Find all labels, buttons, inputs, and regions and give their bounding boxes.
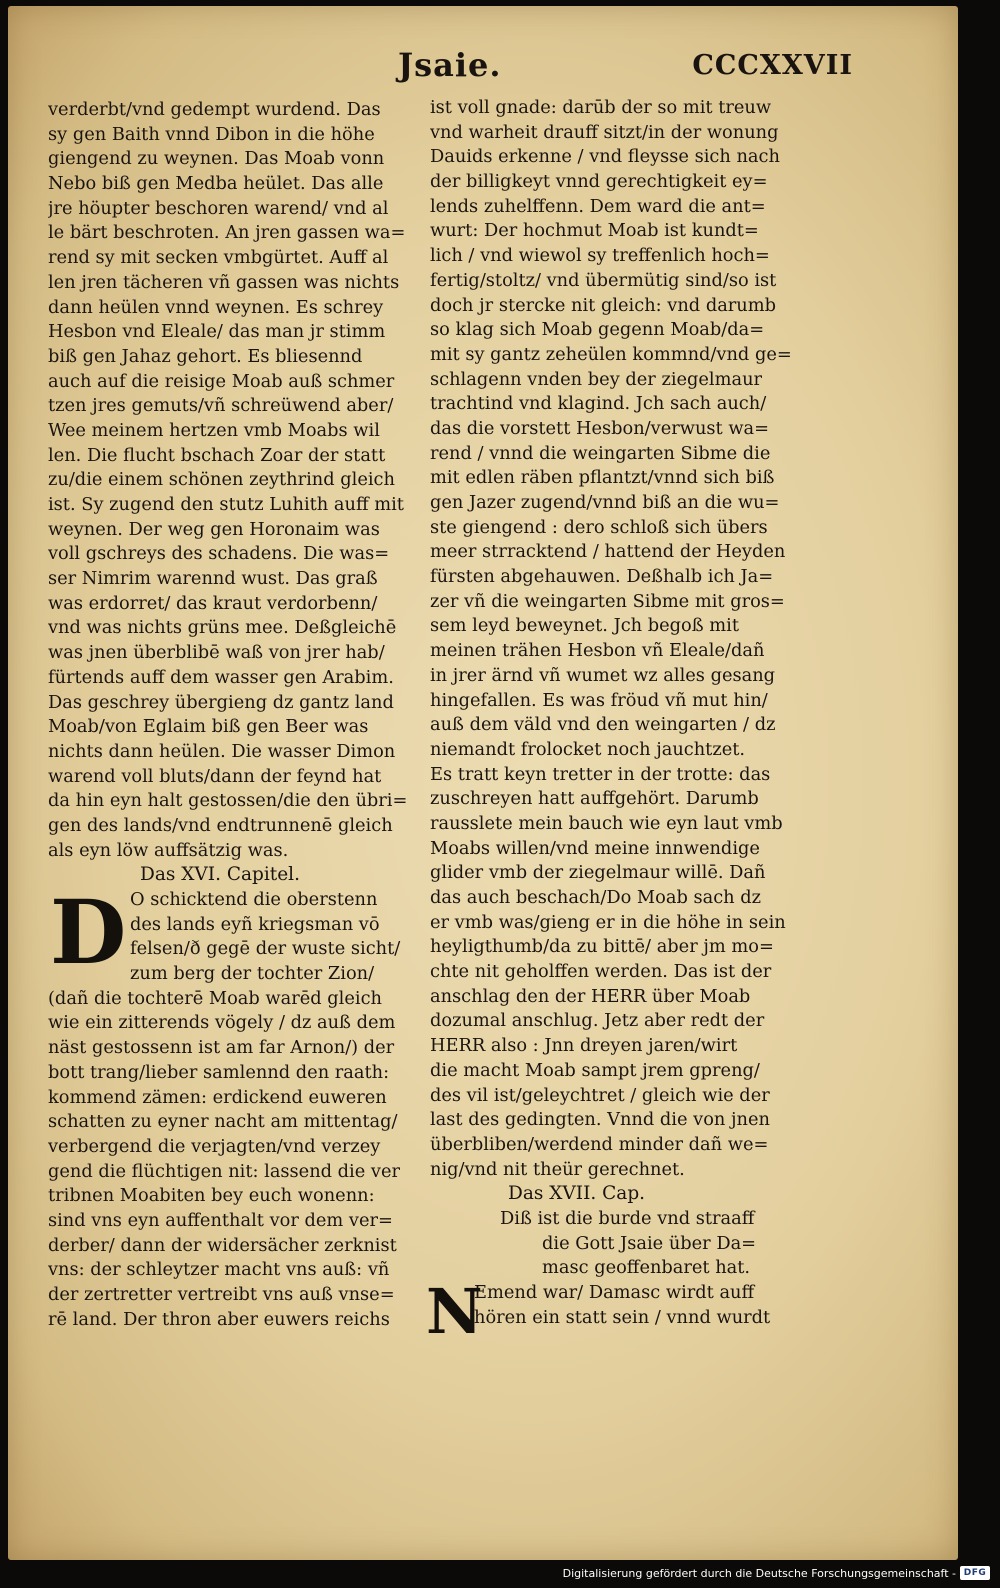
text-line: mit sy gantz zeheülen kommnd/vnd ge= xyxy=(430,343,792,365)
text-line: voll gschreys des schadens. Die was= xyxy=(48,543,390,565)
text-line: verbergend die verjagten/vnd verzey xyxy=(48,1135,381,1157)
text-line: sem leyd beweynet. Jch begoß mit xyxy=(430,615,739,637)
running-head: Jsaie. xyxy=(398,46,502,84)
credit-text: Digitalisierung gefördert durch die Deutsche Forschungsgemeinschaft - xyxy=(562,1566,956,1580)
page-header xyxy=(8,46,958,96)
text-line: masc geoffenbaret hat. xyxy=(542,1257,751,1279)
book-page xyxy=(8,6,958,1560)
text-line: näst gestossenn ist am far Arnon/) der xyxy=(48,1037,395,1059)
text-line: rend / vnnd die weingarten Sibme die xyxy=(430,442,771,464)
text-line: die macht Moab sampt jrem gpreng/ xyxy=(430,1059,760,1081)
text-line: dann heülen vnnd weynen. Es schrey xyxy=(48,296,384,318)
text-line: lich / vnd wiewol sy treffenlich hoch= xyxy=(430,245,770,267)
text-line: heyligthumb/da zu bittē/ aber jm mo= xyxy=(430,936,774,958)
text-line: dozumal anschlug. Jetz aber redt der xyxy=(430,1010,765,1032)
text-line: in jrer ärnd vñ wumet wz alles gesang xyxy=(430,664,776,686)
text-line: ste giengend : dero schloß sich übers xyxy=(430,516,768,538)
text-line: biß gen Jahaz gehort. Es bliesennd xyxy=(48,345,363,367)
left-column xyxy=(48,98,448,1332)
text-line: le bärt beschroten. An jren gassen wa= xyxy=(48,222,406,244)
text-line: meer strracktend / hattend der Heyden xyxy=(430,541,786,563)
text-line: das auch beschach/Do Moab sach dz xyxy=(430,887,762,908)
text-line: O schicktend die oberstenn xyxy=(130,889,378,910)
text-line: hören ein statt sein / vnnd wurdt xyxy=(474,1306,771,1328)
text-line: Moabs willen/vnd meine innwendige xyxy=(430,837,760,859)
text-line: Nebo biß gen Medba heület. Das alle xyxy=(48,173,384,195)
text-line: auch auf die reisige Moab auß schmer xyxy=(48,370,395,392)
text-line: len jren tächeren vñ gassen was nichts xyxy=(48,271,400,293)
drop-capital: N xyxy=(426,1275,483,1348)
dfg-logo: DFG xyxy=(960,1566,990,1580)
text-line: überbliben/werdend minder dañ we= xyxy=(430,1133,769,1155)
text-line: zuschreyen hatt auffgehört. Darumb xyxy=(430,788,759,810)
text-line: derber/ dann der widersächer zerknist xyxy=(48,1234,397,1256)
text-line: len. Die flucht bschach Zoar der statt xyxy=(48,444,386,466)
text-line: jre höupter beschoren warend/ vnd al xyxy=(48,197,389,219)
text-line: fürtends auff dem wasser gen Arabim. xyxy=(48,666,394,688)
text-line: vnd was nichts grüns mee. Deßgleichē xyxy=(48,617,397,639)
text-line: kommend zämen: erdickend euweren xyxy=(48,1086,387,1108)
text-line: Diß ist die burde vnd straaff xyxy=(500,1207,755,1229)
text-line: mit edlen räben pflantzt/vnnd sich biß xyxy=(430,467,775,489)
text-line: fürsten abgehauwen. Deßhalb ich Ja= xyxy=(430,566,774,588)
text-line: schatten zu eyner nacht am mittentag/ xyxy=(48,1111,398,1133)
text-line: (dañ die tochterē Moab warēd gleich xyxy=(48,987,382,1009)
text-line: Wee meinem hertzen vmb Moabs wil xyxy=(48,419,380,441)
text-line: der billigkeyt vnnd gerechtigkeit ey= xyxy=(430,171,768,193)
text-line: so klag sich Moab gegenn Moab/da= xyxy=(430,319,765,341)
right-text-block xyxy=(430,96,826,1182)
text-line: nig/vnd nit theür gerechnet. xyxy=(430,1158,685,1180)
text-line: als eyn löw auffsätzig was. xyxy=(48,839,289,861)
text-line: schlagenn vnden bey der ziegelmaur xyxy=(430,368,763,390)
chapter-heading-16: Das XVI. Capitel. xyxy=(140,864,300,886)
text-line: giengend zu weynen. Das Moab vonn xyxy=(48,148,385,170)
text-line: was erdorret/ das kraut verdorbenn/ xyxy=(48,592,378,614)
text-line: tribnen Moabiten bey euch wonenn: xyxy=(48,1185,375,1207)
text-line: bott trang/lieber samlennd den raath: xyxy=(48,1061,390,1083)
text-line: vnd warheit drauff sitzt/in der wonung xyxy=(430,121,779,143)
text-line: zer vñ die weingarten Sibme mit gros= xyxy=(430,590,785,612)
text-line: ist voll gnade: darūb der so mit treuw xyxy=(430,97,772,118)
text-line: Dauids erkenne / vnd fleysse sich nach xyxy=(430,146,780,168)
text-line: Hesbon vnd Eleale/ das man jr stimm xyxy=(48,321,386,343)
text-line: das die vorstett Hesbon/verwust wa= xyxy=(430,417,770,439)
drop-cap-lines xyxy=(430,1281,826,1330)
left-text-block-continued xyxy=(48,987,448,1333)
text-line: HERR also : Jnn dreyen jaren/wirt xyxy=(430,1035,738,1057)
text-line: da hin eyn halt gestossen/die den übri= xyxy=(48,790,408,812)
text-line: felsen/ð gegē der wuste sicht/ xyxy=(130,938,401,960)
text-line: wurt: Der hochmut Moab ist kundt= xyxy=(430,220,759,242)
drop-capital: D xyxy=(50,880,127,984)
text-line: rausslete mein bauch wie eyn laut vmb xyxy=(430,812,783,834)
text-line: ser Nimrim warennd wust. Das graß xyxy=(48,568,378,590)
chapter-16-opening xyxy=(48,880,448,987)
chapter-17-opening xyxy=(426,1275,826,1348)
text-line: auß dem väld vnd den weingarten / dz xyxy=(430,714,776,736)
text-line: gen Jazer zugend/vnnd biß an die wu= xyxy=(430,492,780,513)
right-column xyxy=(426,96,826,1348)
text-line: warend voll bluts/dann der feynd hat xyxy=(48,765,382,787)
text-line: rend sy mit secken vmbgürtet. Auff al xyxy=(48,247,389,269)
text-line: hingefallen. Es was fröud vñ mut hin/ xyxy=(430,689,768,711)
text-line: gen des lands/vnd endtrunnenē gleich xyxy=(48,814,393,836)
text-line: meinen trähen Hesbon vñ Eleale/dañ xyxy=(430,640,765,662)
text-line: vns: der schleytzer macht vns auß: vñ xyxy=(48,1259,390,1281)
text-line: was jnen überblibē waß von jrer hab/ xyxy=(48,642,385,664)
text-line: er vmb was/gieng er in die höhe in sein xyxy=(430,911,786,933)
text-line: niemandt frolocket noch jauchtzet. xyxy=(430,738,746,760)
chapter-heading-17: Das XVII. Cap. xyxy=(508,1183,646,1205)
text-line: des vil ist/geleychtret / gleich wie der xyxy=(430,1084,770,1106)
text-line: nichts dann heülen. Die wasser Dimon xyxy=(48,740,396,762)
text-line: Es tratt keyn tretter in der trotte: das xyxy=(430,763,771,785)
text-line: Moab/von Eglaim biß gen Beer was xyxy=(48,716,369,738)
text-line: rē land. Der thron aber euwers reichs xyxy=(48,1308,390,1330)
text-line: tzen jres gemuts/vñ schreüwend aber/ xyxy=(48,395,394,417)
text-line: des lands eyñ kriegsman vō xyxy=(130,913,380,935)
text-line: doch jr stercke nit gleich: vnd darumb xyxy=(430,294,776,316)
text-line: glider vmb der ziegelmaur willē. Dañ xyxy=(430,862,766,884)
text-line: ist. Sy zugend den stutz Luhith auff mit xyxy=(48,494,404,515)
text-line: trachtind vnd klagind. Jch sach auch/ xyxy=(430,393,767,415)
text-line: die Gott Jsaie über Da= xyxy=(542,1232,757,1254)
digitization-credit xyxy=(563,1564,990,1582)
text-line: lends zuhelffenn. Dem ward die ant= xyxy=(430,195,766,217)
text-line: gend die flüchtigen nit: lassend die ver xyxy=(48,1160,400,1182)
text-line: sind vns eyn auffenthalt vor dem ver= xyxy=(48,1209,393,1231)
text-line: der zertretter vertreibt vns auß vnse= xyxy=(48,1284,395,1305)
text-line: zum berg der tochter Zion/ xyxy=(130,963,375,985)
text-line: sy gen Baith vnnd Dibon in die höhe xyxy=(48,123,375,145)
text-line: last des gedingten. Vnnd die von jnen xyxy=(430,1109,770,1131)
text-line: Emend war/ Damasc wirdt auff xyxy=(474,1282,755,1303)
text-line: chte nit geholffen werden. Das ist der xyxy=(430,961,772,983)
text-line: Das geschrey übergieng dz gantz land xyxy=(48,691,394,713)
text-line: verderbt/vnd gedempt wurdend. Das xyxy=(48,99,381,120)
text-line: anschlag den der HERR über Moab xyxy=(430,985,751,1007)
text-line: zu/die einem schönen zeythrind gleich xyxy=(48,469,395,491)
text-line: fertig/stoltz/ vnd übermütig sind/so ist xyxy=(430,269,777,291)
text-line: wie ein zitterends vögely / dz auß dem xyxy=(48,1012,396,1034)
left-text-block xyxy=(48,98,448,863)
text-line: weynen. Der weg gen Horonaim was xyxy=(48,518,380,540)
folio-number: CCCXXVII xyxy=(692,50,853,81)
chapter-summary xyxy=(430,1207,826,1281)
